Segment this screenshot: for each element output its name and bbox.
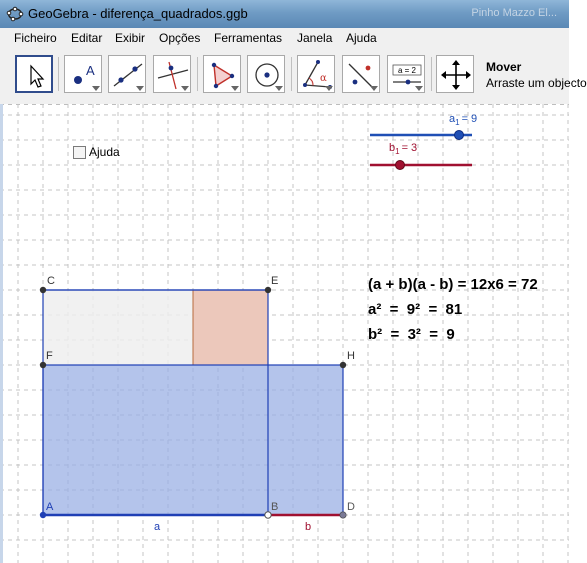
cursor-arrow-icon xyxy=(17,57,55,95)
point-tool-button[interactable] xyxy=(64,55,102,93)
label-b: B xyxy=(271,501,279,513)
line-tool-button[interactable] xyxy=(108,55,146,93)
slider-b-handle[interactable] xyxy=(396,161,405,170)
geometry-drawing xyxy=(0,104,569,563)
move-tool-button[interactable] xyxy=(15,55,53,93)
point-h[interactable] xyxy=(340,362,346,368)
gray-rectangle[interactable] xyxy=(43,290,193,365)
label-f: F xyxy=(46,350,53,362)
point-c[interactable] xyxy=(40,287,46,293)
circle-tool-button[interactable] xyxy=(247,55,285,93)
slider-tool-button[interactable] xyxy=(387,55,425,93)
menu-opcoes[interactable]: Opções xyxy=(159,31,201,45)
menu-ferramentas[interactable]: Ferramentas xyxy=(214,31,283,45)
move-graphics-view-button[interactable] xyxy=(436,55,474,93)
title-bar xyxy=(0,0,569,28)
geogebra-logo-icon xyxy=(7,6,23,22)
label-d: D xyxy=(347,501,355,513)
graphics-view[interactable] xyxy=(0,104,569,563)
point-e[interactable] xyxy=(265,287,271,293)
menu-janela[interactable]: Janela xyxy=(297,31,333,45)
menu-bar xyxy=(0,28,569,49)
point-f[interactable] xyxy=(40,362,46,368)
perpendicular-tool-button[interactable] xyxy=(153,55,191,93)
active-tool-name: Mover xyxy=(486,60,522,74)
svg-text:a = 2: a = 2 xyxy=(397,66,417,75)
svg-text:A: A xyxy=(86,63,95,78)
svg-text:α: α xyxy=(320,73,327,84)
point-d[interactable] xyxy=(340,512,346,518)
menu-exibir[interactable]: Exibir xyxy=(115,31,146,45)
label-e: E xyxy=(271,275,279,287)
reflect-tool-button[interactable] xyxy=(342,55,380,93)
menu-editar[interactable]: Editar xyxy=(71,31,103,45)
segment-b-label: b xyxy=(305,521,312,533)
toolbar xyxy=(0,49,569,105)
formula-a-squared: a² = 9² = 81 xyxy=(368,301,463,318)
window-title-overflow: Pinho Mazzo El... xyxy=(471,7,557,19)
ajuda-checkbox[interactable] xyxy=(73,146,86,159)
menu-ficheiro[interactable]: Ficheiro xyxy=(14,31,57,45)
left-panel-edge xyxy=(0,104,3,563)
label-c: C xyxy=(47,275,55,287)
label-a: A xyxy=(46,501,54,513)
blue-rectangle[interactable] xyxy=(43,365,343,515)
segment-a-label: a xyxy=(154,521,161,533)
orange-square[interactable] xyxy=(193,290,268,365)
ajuda-checkbox-label: Ajuda xyxy=(89,145,120,159)
formula-difference-of-squares: (a + b)(a - b) = 12x6 = 72 xyxy=(368,276,538,293)
window-title: GeoGebra - diferença_quadrados.ggb xyxy=(28,6,248,21)
angle-tool-button[interactable] xyxy=(297,55,335,93)
slider-a-handle[interactable] xyxy=(455,131,464,140)
label-h: H xyxy=(347,350,355,362)
formula-b-squared: b² = 3² = 9 xyxy=(368,326,455,343)
slider-a-label: $a_1 = 9$ xyxy=(449,113,478,127)
active-tool-help: Arraste um objecto xyxy=(486,76,587,90)
slider-b-label: $b_1 = 3$ xyxy=(389,142,418,156)
menu-ajuda[interactable]: Ajuda xyxy=(346,31,377,45)
polygon-tool-button[interactable] xyxy=(203,55,241,93)
move-arrows-icon xyxy=(437,56,475,94)
